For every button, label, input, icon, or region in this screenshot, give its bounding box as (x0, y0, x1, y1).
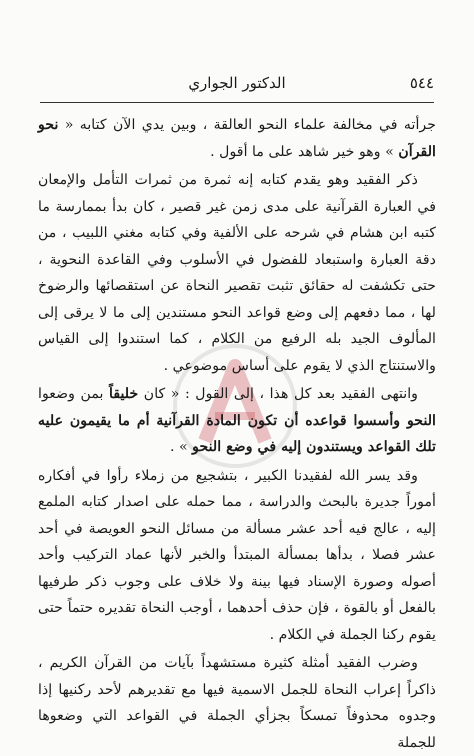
header-rule (40, 102, 434, 103)
bold-quote: خليقاً (109, 386, 139, 402)
text-span: ذكر الفقيد وهو يقدم كتابه إنه ثمرة من ثمرات التأمل والإمعان في العبارة القرآنية على مدى زمن غير قصير ، كان بدأ بممارسة ما كتبه ابن هشام في شرحه على الألفية وفي كتابه مغني اللبيب ، من دقة العبارة واستبعاد للفضول في الأسلوب وفي القاعدة النحوية ، حتى تكشفت له حقائق تثبت تقصير النحاة عن استقصائها والرضوخ لها ، مما دفعهم إلى وضع قواعد النحو مستندين إلى ما لا يرقى إلى المألوف الجيد بله الرفيع من الكلام ، كما استندوا إلى القياس والاستنتاج الذي لا يقوم على أساس موضوعي . (38, 172, 436, 374)
paragraph-4 (38, 463, 436, 649)
paragraph-2 (38, 167, 436, 379)
page-header (40, 74, 434, 98)
text-span: » . (169, 439, 193, 455)
running-title: الدكتور الجواري (188, 74, 286, 92)
paragraph-3 (38, 381, 436, 461)
paragraph-5 (38, 650, 436, 756)
bold-quote: النحو وأسسوا قواعده أن تكون المادة القرآنية أم ما يقيمون عليه تلك القواعد ويستندون إليه في وضع النحو (38, 412, 436, 455)
text-span: وقد يسر الله لفقيدنا الكبير ، بتشجيع من زملاء رأوا في أفكاره أموراً جديرة بالبحث والدراسة ، مما حمله على اصدار كتابه الملمع إليه ، عالج فيه أحد عشر مسألة من مسائل النحو العويصة في أحد عشر فصلا ، بدأها بمسألة المبتدأ والخبر لأنها عماد التركيب وأحد أصوله وصورة الإسناد فيها بينة ولا خلاف على وجوب ذكر طرفيها بالفعل أو بالقوة ، فإن حذف أحدهما ، أوجب النحاة تقديره حتماً حتى يقوم ركنا الجملة في الكلام . (38, 467, 436, 643)
book-title-bold: نحو القرآن (38, 117, 436, 160)
text-span: » وهو خير شاهد على ما أقول . (210, 143, 399, 160)
text-span: جرأته في مخالفة علماء النحو العالقة ، وبين يدي الآن كتابه « (58, 117, 436, 133)
body-text (38, 112, 436, 756)
text-span: وضرب الفقيد أمثلة كثيرة مستشهداً بآيات من القرآن الكريم ، ذاكراً إعراب النحاة للجمل الاسمية فيها مع تقديرهم لأحد ركنيها إذا وجدوه محذوفاً تمسكاً بجزأي الجملة في القواعد التي وضعوها للجملة (38, 655, 436, 751)
page-number: ٥٤٤ (409, 74, 434, 92)
paragraph-1 (38, 112, 436, 165)
text-span: وانتهى الفقيد بعد كل هذا ، إلى القول : « كان (138, 386, 419, 402)
text-span: بمن وضعوا (38, 386, 110, 402)
